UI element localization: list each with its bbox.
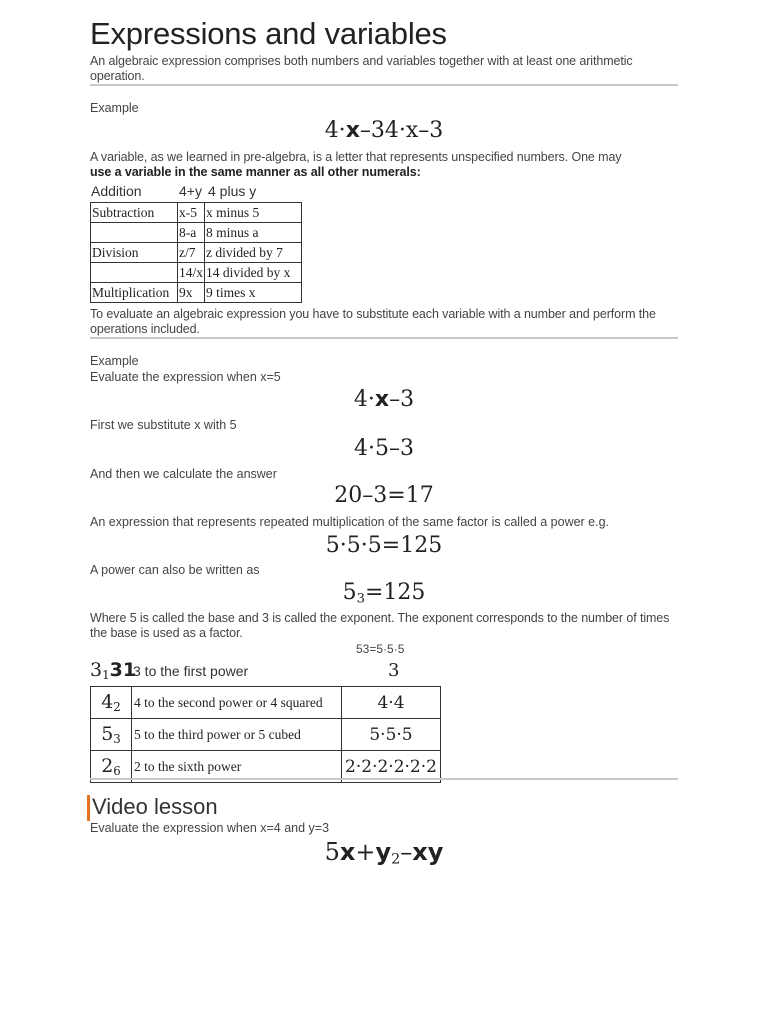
operation-words: 9 times x (205, 283, 302, 303)
power-value-cell: 5·5·5 (342, 719, 441, 751)
operation-words: 14 divided by x (205, 263, 302, 283)
operation-expr: 8-a (178, 223, 205, 243)
operation-name: Multiplication (91, 283, 178, 303)
addition-expr: 4+y (179, 183, 202, 199)
example-label: Example (90, 101, 139, 115)
video-lesson-heading: Video lesson (92, 794, 218, 819)
variable-text: A variable, as we learned in pre-algebra, is a letter that represents unspecified numbers. One may (90, 150, 622, 164)
table-row (91, 283, 302, 303)
first-power-row (90, 659, 450, 685)
operation-name (91, 223, 178, 243)
operations-grid (90, 202, 302, 303)
first-power-text: 3 to the first power (133, 663, 249, 679)
power-text: An expression that represents repeated multiplication of the same factor is called a power e.g. (90, 515, 610, 529)
power-description-cell: 5 to the third power or 5 cubed (132, 719, 342, 751)
table-row (91, 223, 302, 243)
table-row (91, 263, 302, 283)
operation-name: Subtraction (91, 203, 178, 223)
power-notation: $5_3=125$ (342, 580, 426, 607)
intro-paragraph: An algebraic expression comprises both numbers and variables together with at least one arithmetic operation. (90, 54, 633, 83)
page-title: Expressions and variables (90, 16, 447, 51)
table-row (91, 243, 302, 263)
step-text: First we substitute x with 5 (90, 418, 237, 432)
operation-words: z divided by 7 (205, 243, 302, 263)
section-divider (90, 778, 678, 780)
table-row (91, 687, 441, 719)
addition-row (90, 182, 310, 202)
operation-expr: z/7 (178, 243, 205, 263)
power-description-cell: 4 to the second power or 4 squared (132, 687, 342, 719)
example-label: Example (90, 354, 139, 368)
variable-bold-text: use a variable in the same manner as all other numerals: (90, 165, 421, 179)
power-value-cell: 4·4 (342, 687, 441, 719)
power-notation-cell: $5_3$ (91, 719, 132, 751)
operation-name (91, 263, 178, 283)
video-prompt: Evaluate the expression when x=4 and y=3 (90, 821, 330, 835)
base-exponent-paragraph: Where 5 is called the base and 3 is called the exponent. The exponent corresponds to the number of times the base is used as a factor. (90, 611, 670, 640)
operation-expr: 9x (178, 283, 205, 303)
step-text: And then we calculate the answer (90, 467, 277, 481)
operation-words: 8 minus a (205, 223, 302, 243)
evaluate-paragraph: To evaluate an algebraic expression you have to substitute each variable with a number and perform the operations included. (90, 307, 656, 336)
example-expression: 4·x–3 (353, 387, 415, 412)
answer-expression: 20–3=17 (334, 483, 434, 508)
power-notation-cell: $2_6$ (91, 751, 132, 783)
operation-expr: 14/x (178, 263, 205, 283)
power-description-cell: 2 to the sixth power (132, 751, 342, 783)
operation-expr: x-5 (178, 203, 205, 223)
table-row (91, 719, 441, 751)
first-power-notation: $3_131$ (90, 659, 137, 682)
substituted-expression: 4·5–3 (354, 436, 414, 461)
small-expression: 53=5·5·5 (356, 642, 405, 656)
power-expression: 5·5·5=125 (325, 533, 443, 558)
operation-words: x minus 5 (205, 203, 302, 223)
section-divider (90, 337, 678, 339)
video-expression: $5x+y_2-xy$ (324, 838, 444, 868)
power-written-text: A power can also be written as (90, 563, 260, 577)
operation-name: Division (91, 243, 178, 263)
example-prompt: Evaluate the expression when x=5 (90, 370, 281, 384)
addition-words: 4 plus y (208, 183, 257, 199)
example-expression: 4·x–34·x–3 (324, 118, 444, 143)
table-row (91, 203, 302, 223)
addition-label: Addition (91, 183, 142, 199)
first-power-value: 3 (388, 660, 400, 681)
power-value-cell: 2·2·2·2·2·2 (342, 751, 441, 783)
powers-table (90, 686, 441, 783)
section-divider (90, 84, 678, 86)
operations-table (90, 182, 310, 303)
video-lesson-accent-bar (87, 795, 90, 821)
power-notation-cell: $4_2$ (91, 687, 132, 719)
variable-paragraph (90, 150, 682, 180)
